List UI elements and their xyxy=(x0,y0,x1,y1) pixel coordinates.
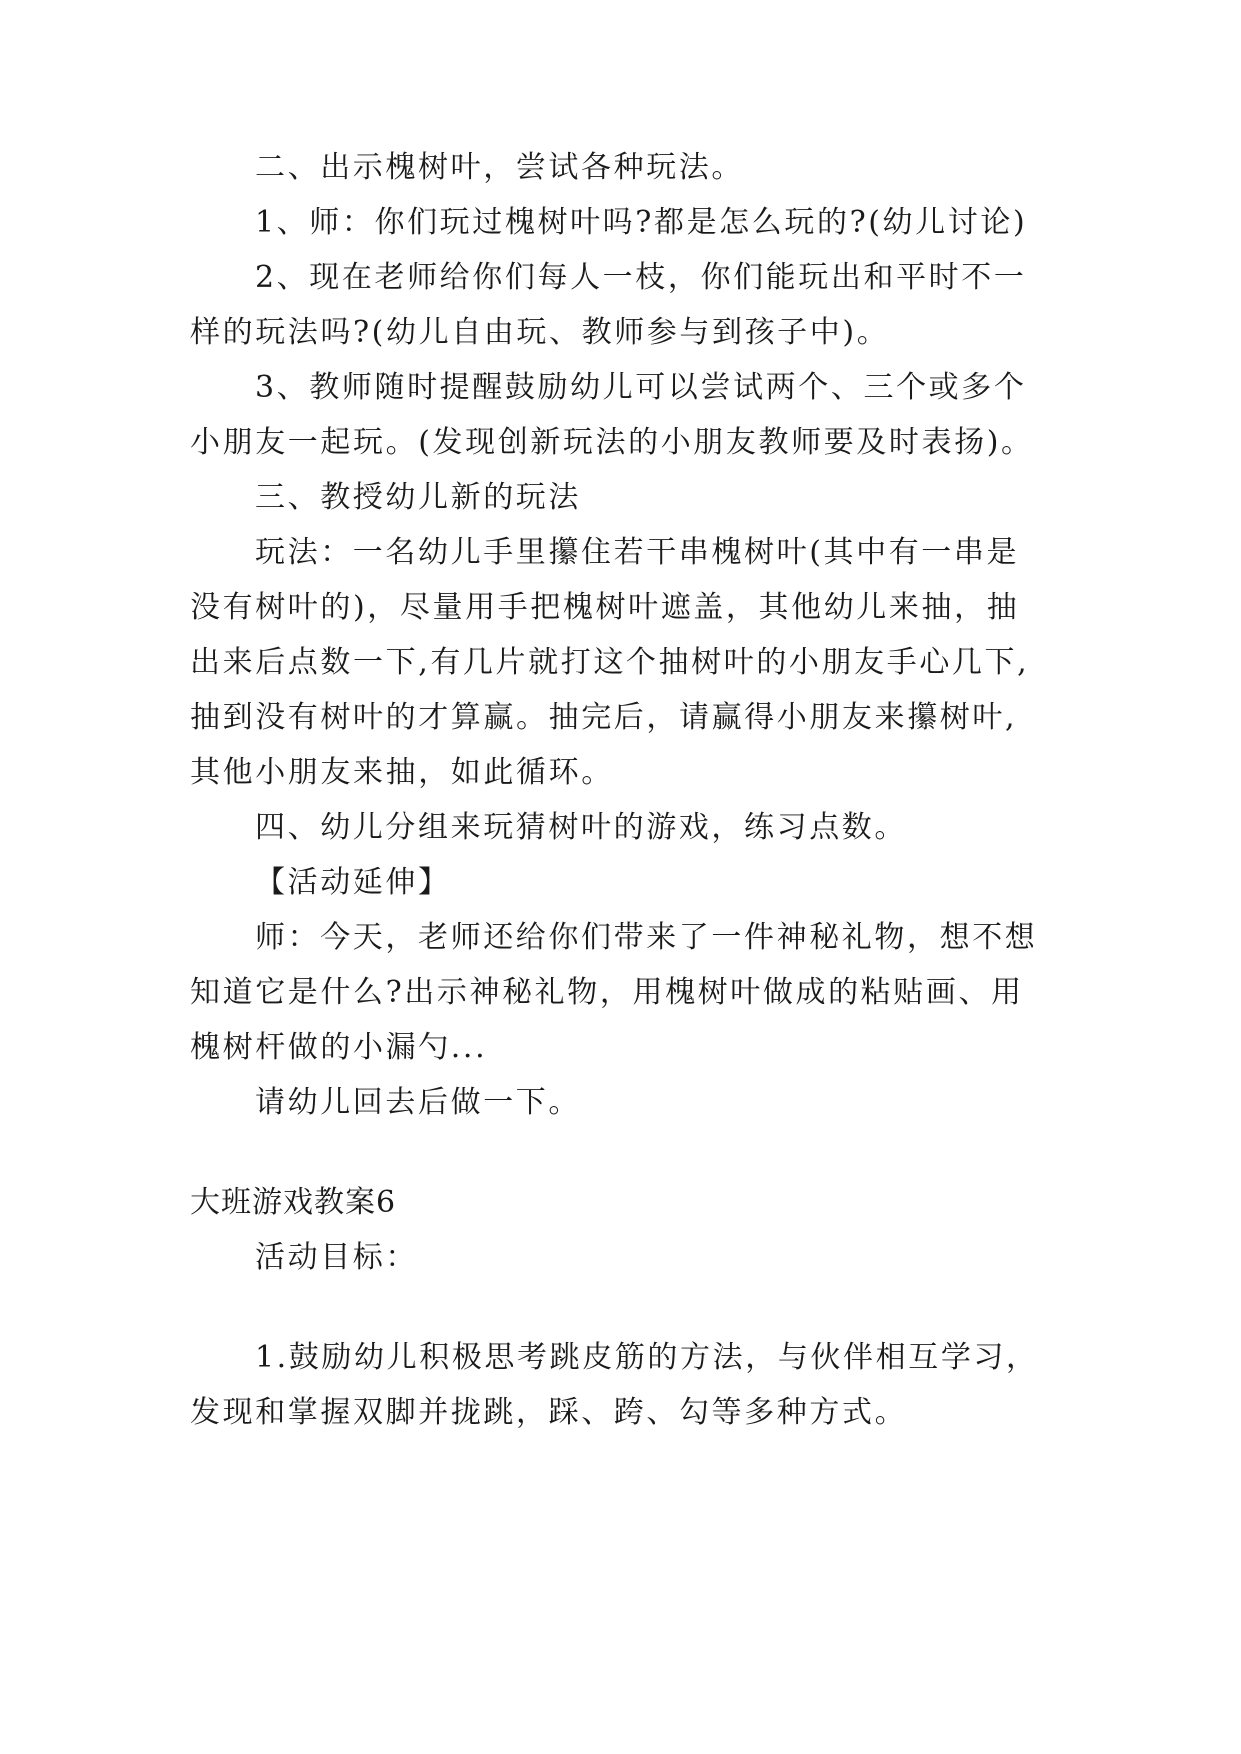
text-line: 其他小朋友来抽，如此循环。 xyxy=(190,755,614,790)
text-line: 没有树叶的)，尽量用手把槐树叶遮盖，其他幼儿来抽，抽 xyxy=(190,590,1020,625)
text-line: 槐树杆做的小漏勺... xyxy=(190,1030,488,1065)
text-line: 1、师：你们玩过槐树叶吗?都是怎么玩的?(幼儿讨论) xyxy=(255,205,1028,240)
text-line: 3、教师随时提醒鼓励幼儿可以尝试两个、三个或多个 xyxy=(255,370,1027,405)
section-heading: 活动目标： xyxy=(255,1240,418,1275)
document-title: 大班游戏教案6 xyxy=(190,1185,397,1220)
text-line: 出来后点数一下,有几片就打这个抽树叶的小朋友手心几下, xyxy=(190,645,1030,680)
text-line: 2、现在老师给你们每人一枝，你们能玩出和平时不一 xyxy=(255,260,1027,295)
section-heading: 三、教授幼儿新的玩法 xyxy=(255,480,581,515)
section-heading: 四、幼儿分组来玩猜树叶的游戏，练习点数。 xyxy=(255,810,907,845)
text-line: 发现和掌握双脚并拢跳，踩、跨、勾等多种方式。 xyxy=(190,1395,908,1430)
text-line: 请幼儿回去后做一下。 xyxy=(255,1085,581,1120)
text-line: 抽到没有树叶的才算赢。抽完后，请赢得小朋友来攥树叶, xyxy=(190,700,1018,735)
text-line: 小朋友一起玩。(发现创新玩法的小朋友教师要及时表扬)。 xyxy=(190,425,1034,460)
text-line: 1.鼓励幼儿积极思考跳皮筋的方法，与伙伴相互学习， xyxy=(255,1340,1039,1375)
section-heading: 【活动延伸】 xyxy=(255,865,451,900)
text-line: 知道它是什么?出示神秘礼物，用槐树叶做成的粘贴画、用 xyxy=(190,975,1024,1010)
text-line: 师：今天，老师还给你们带来了一件神秘礼物，想不想 xyxy=(255,920,1038,955)
text-line: 玩法：一名幼儿手里攥住若干串槐树叶(其中有一串是 xyxy=(255,535,1020,570)
text-line: 样的玩法吗?(幼儿自由玩、教师参与到孩子中)。 xyxy=(190,315,890,350)
text-line: 二、出示槐树叶，尝试各种玩法。 xyxy=(255,150,744,185)
